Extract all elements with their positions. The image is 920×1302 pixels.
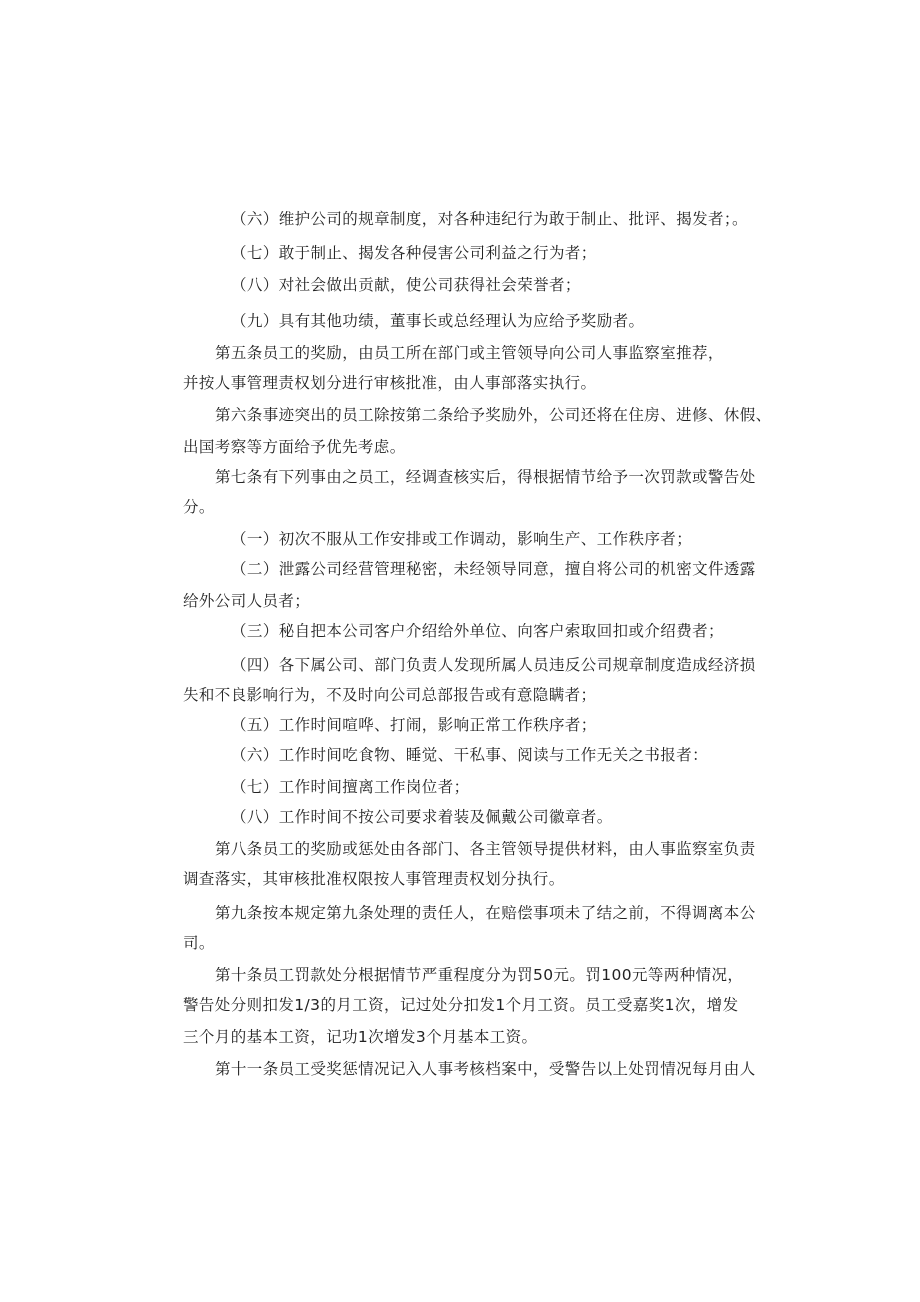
paragraph-line: 第五条员工的奖励，由员工所在部门或主管领导向公司人事监察室推荐，	[215, 344, 724, 362]
paragraph-line: （三）秘自把本公司客户介绍给外单位、向客户索取回扣或介绍费者；	[231, 622, 724, 640]
paragraph-line: 司。	[183, 934, 215, 952]
paragraph-line: （七）工作时间擅离工作岗位者；	[231, 778, 470, 796]
paragraph-line: 出国考察等方面给予优先考虑。	[183, 438, 406, 456]
paragraph-line: 第十条员工罚款处分根据情节严重程度分为罚50元。罚100元等两种情况，	[215, 966, 744, 984]
paragraph-line: 失和不良影响行为，不及时向公司总部报告或有意隐瞒者；	[183, 686, 597, 704]
paragraph-line: 给外公司人员者；	[183, 592, 311, 610]
paragraph-line: 第十一条员工受奖惩情况记入人事考核档案中，受警告以上处罚情况每月由人	[215, 1060, 756, 1078]
paragraph-line: 调查落实，其审核批准权限按人事管理责权划分执行。	[183, 870, 565, 888]
paragraph-line: （八）对社会做出贡献，使公司获得社会荣誉者；	[231, 276, 581, 294]
paragraph-line: （四）各下属公司、部门负责人发现所属人员违反公司规章制度造成经济损	[231, 656, 756, 674]
paragraph-line: （九）具有其他功绩，董事长或总经理认为应给予奖励者。	[231, 312, 645, 330]
paragraph-line: 分。	[183, 498, 215, 516]
paragraph-line: 并按人事管理责权划分进行审核批准，由人事部落实执行。	[183, 374, 597, 392]
paragraph-line: 第八条员工的奖励或惩处由各部门、各主管领导提供材料，由人事监察室负责	[215, 840, 756, 858]
paragraph-line: （七）敢于制止、揭发各种侵害公司利益之行为者；	[231, 244, 597, 262]
paragraph-line: （八）工作时间不按公司要求着装及佩戴公司徽章者。	[231, 808, 613, 826]
paragraph-line: （一）初次不服从工作安排或工作调动，影响生产、工作秩序者；	[231, 530, 693, 548]
paragraph-line: （二）泄露公司经营管理秘密，未经领导同意，擅自将公司的机密文件透露	[231, 560, 756, 578]
paragraph-line: 第九条按本规定第九条处理的责任人，在赔偿事项未了结之前，不得调离本公	[215, 904, 756, 922]
paragraph-line: 警告处分则扣发1/3的月工资，记过处分扣发1个月工资。员工受嘉奖1次，增发	[183, 996, 739, 1014]
paragraph-line: （六）工作时间吃食物、睡觉、干私事、阅读与工作无关之书报者：	[231, 746, 709, 764]
paragraph-line: （五）工作时间喧哗、打闹，影响正常工作秩序者；	[231, 716, 597, 734]
paragraph-line: 第六条事迹突出的员工除按第二条给予奖励外，公司还将在住房、进修、休假、	[215, 406, 772, 424]
paragraph-line: （六）维护公司的规章制度，对各种违纪行为敢于制止、批评、揭发者；。	[231, 210, 748, 228]
paragraph-line: 第七条有下列事由之员工，经调查核实后，得根据情节给予一次罚款或警告处	[215, 468, 756, 486]
paragraph-line: 三个月的基本工资，记功1次增发3个月基本工资。	[183, 1028, 538, 1046]
